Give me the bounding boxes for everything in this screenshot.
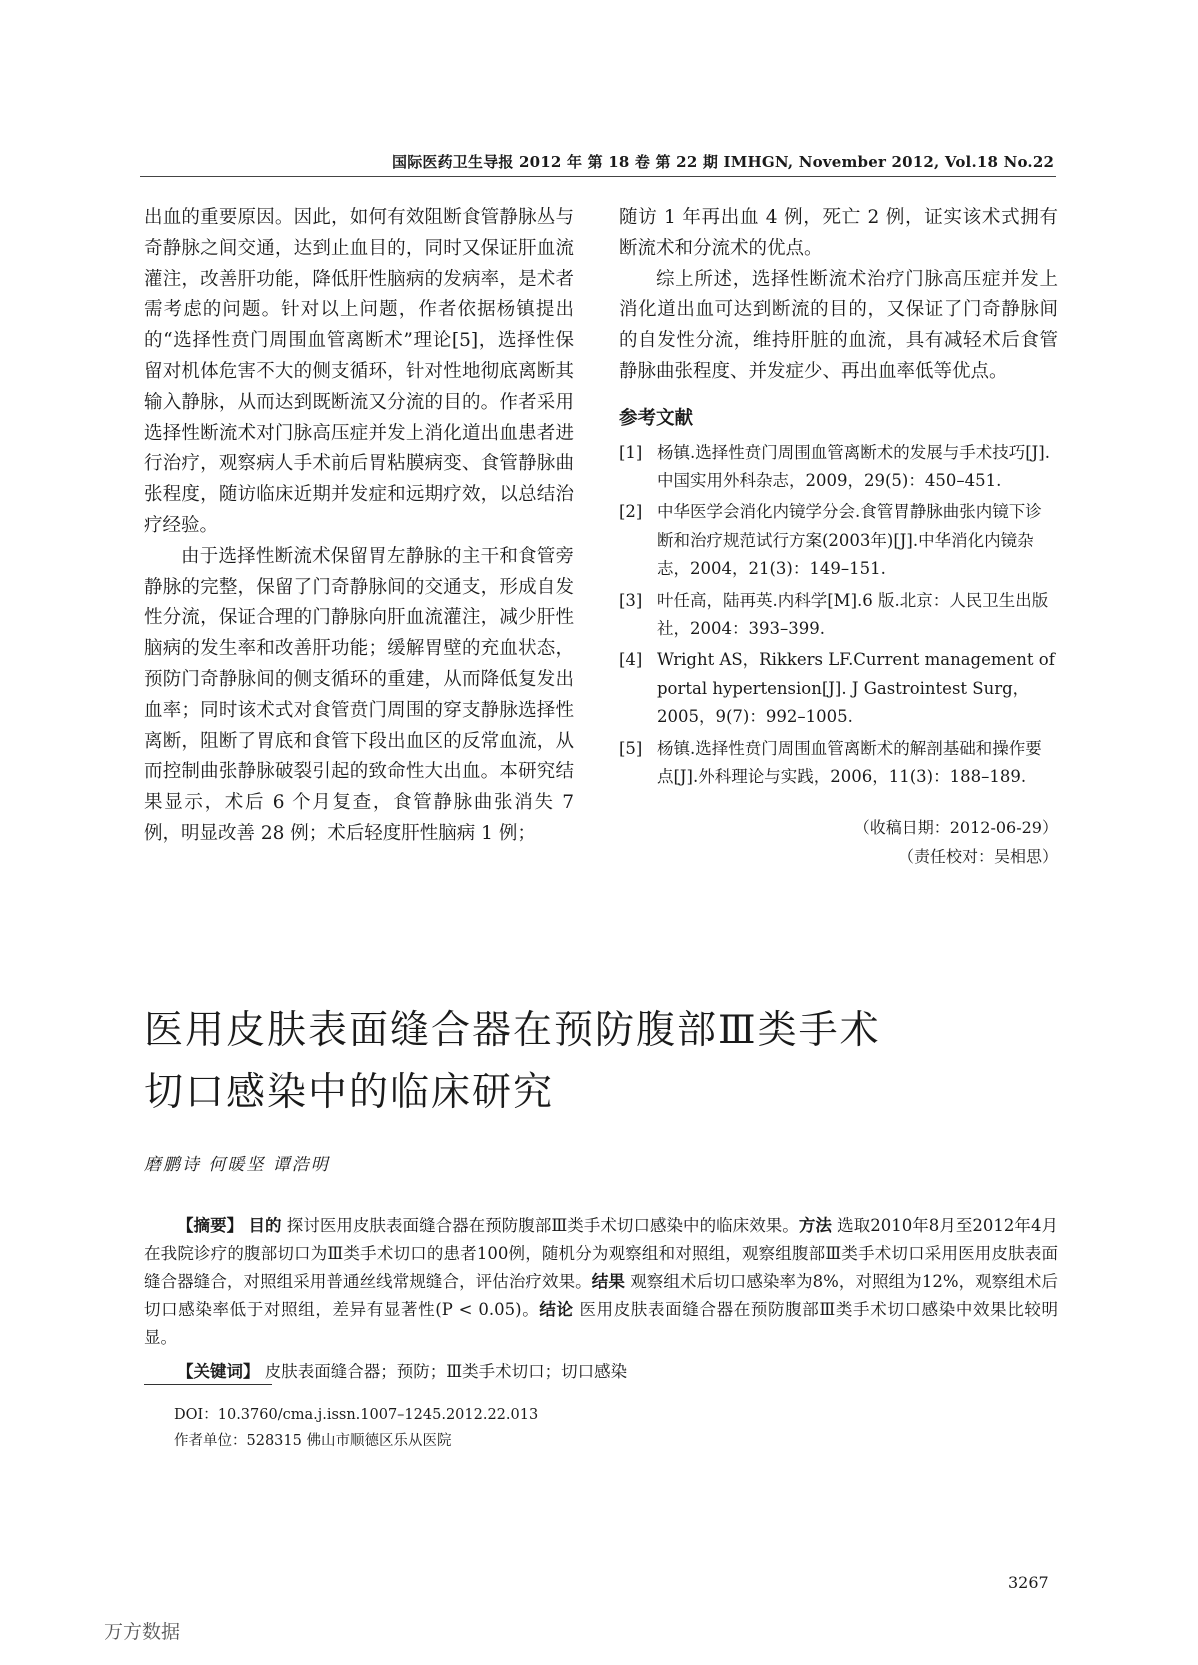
running-head: 国际医药卫生导报 2012 年 第 18 卷 第 22 期 IMHGN, November 2012, Vol.18 No.22	[392, 153, 1055, 171]
reference-text: Wright AS，Rikkers LF.Current management of portal hypertension[J]. J Gastrointest Surg，2005，9(7)：992–1005.	[657, 650, 1055, 727]
abstract-body	[144, 1212, 1058, 1352]
page-number: 3267	[1008, 1573, 1049, 1592]
reference-number: [4]	[619, 650, 643, 670]
methods-label: 方法	[798, 1216, 832, 1235]
footnote	[174, 1402, 538, 1454]
reference-item	[619, 439, 1058, 496]
reference-number: [2]	[619, 502, 643, 522]
abstract-label: 【摘要】	[177, 1216, 244, 1235]
methods-text: 选取2010年8月至2012年4月在我院诊疗的腹部切口为Ⅲ类手术切口的患者100例，随机分为观察组和对照组，观察组腹部Ⅲ类手术切口采用医用皮肤表面缝合器缝合，对照组采用普通丝线常规缝合，评估治疗效果。	[144, 1216, 1059, 1291]
doi: DOI：10.3760/cma.j.issn.1007–1245.2012.22.013	[174, 1407, 539, 1423]
abstract	[144, 1212, 1058, 1386]
reference-number: [1]	[619, 442, 643, 462]
left-column	[144, 203, 574, 850]
keywords-text: 皮肤表面缝合器；预防；Ⅲ类手术切口；切口感染	[264, 1362, 628, 1381]
title-line-1: 医用皮肤表面缝合器在预防腹部Ⅲ类手术	[144, 1008, 881, 1053]
body-paragraph: 出血的重要原因。因此，如何有效阻断食管静脉丛与奇静脉之间交通，达到止血目的，同时又保证肝血流灌注，改善肝功能，降低肝性脑病的发病率，是术者需考虑的问题。针对以上问题，作者依据杨镇提出的“选择性贲门周围血管离断术”理论[5]，选择性保留对机体危害不大的侧支循环，针对性地彻底离断其输入静脉，从而达到既断流又分流的目的。作者采用选择性断流术对门脉高压症并发上消化道出血患者进行治疗，观察病人手术前后胃粘膜病变、食管静脉曲张程度，随访临床近期并发症和远期疗效，以总结治疗经验。	[144, 207, 574, 536]
objective-text: 探讨医用皮肤表面缝合器在预防腹部Ⅲ类手术切口感染中的临床效果。	[286, 1216, 799, 1235]
body-paragraph: 随访 1 年再出血 4 例，死亡 2 例，证实该术式拥有断流术和分流术的优点。	[619, 207, 1058, 259]
affiliation: 作者单位：528315 佛山市顺德区乐从医院	[174, 1433, 452, 1449]
reference-text: 杨镇.选择性贲门周围血管离断术的解剖基础和操作要点[J].外科理论与实践，2006，11(3)：188–189.	[657, 738, 1042, 787]
reference-item	[619, 498, 1058, 583]
body-paragraph: 综上所述，选择性断流术治疗门脉高压症并发上消化道出血可达到断流的目的，又保证了门奇静脉间的自发性分流，维持肝脏的血流，具有减轻术后食管静脉曲张程度、并发症少、再出血率低等优点。	[619, 268, 1058, 382]
reference-text: 中华医学会消化内镜学分会.食管胃静脉曲张内镜下诊断和治疗规范试行方案(2003年)[J].中华消化内镜杂志，2004，21(3)：149–151.	[657, 502, 1042, 579]
footnote-rule	[144, 1384, 272, 1385]
right-column	[619, 203, 1058, 871]
reference-text: 杨镇.选择性贲门周围血管离断术的发展与手术技巧[J].中国实用外科杂志，2009，29(5)：450–451.	[657, 442, 1050, 490]
keywords	[144, 1358, 1058, 1386]
objective-label: 目的	[248, 1216, 282, 1235]
proofreader-text: （责任校对：吴相思）	[897, 847, 1058, 867]
reference-item	[619, 735, 1058, 792]
reference-number: [3]	[619, 590, 643, 610]
results-text: 观察组术后切口感染率为8%，对照组为12%，观察组术后切口感染率低于对照组，差异有显著性(P < 0.05)。	[144, 1272, 1059, 1319]
received-date	[619, 813, 1058, 871]
author-list: 磨鹏诗 何暖坚 谭浩明	[144, 1155, 330, 1175]
reference-list	[619, 439, 1058, 792]
body-paragraph: 由于选择性断流术保留胃左静脉的主干和食管旁静脉的完整，保留了门奇静脉间的交通支，形成自发性分流，保证合理的门静脉向肝血流灌注，减少肝性脑病的发生率和改善肝功能；缓解胃壁的充血状态，预防门奇静脉间的侧支循环的重建，从而降低复发出血率；同时该术式对食管贲门周围的穿支静脉选择性离断，阻断了胃底和食管下段出血区的反常血流，从而控制曲张静脉破裂引起的致命性大出血。本研究结果显示，术后 6 个月复查，食管静脉曲张消失 7 例，明显改善 28 例；术后轻度肝性脑病 1 例；	[144, 545, 574, 844]
article-title	[144, 1000, 1024, 1124]
conclusion-label: 结论	[539, 1300, 574, 1319]
results-label: 结果	[591, 1272, 625, 1291]
received-date-text: （收稿日期：2012-06-29）	[853, 818, 1058, 838]
reference-text: 叶任高，陆再英.内科学[M].6 版.北京：人民卫生出版社，2004：393–399.	[657, 590, 1049, 639]
reference-item	[619, 587, 1058, 644]
title-line-2: 切口感染中的临床研究	[144, 1070, 555, 1115]
reference-number: [5]	[619, 738, 643, 758]
conclusion-text: 医用皮肤表面缝合器在预防腹部Ⅲ类手术切口感染中效果比较明显。	[144, 1300, 1059, 1347]
reference-item	[619, 646, 1058, 731]
watermark: 万方数据	[104, 1621, 181, 1643]
keywords-label: 【关键词】	[177, 1362, 260, 1381]
header-rule	[140, 176, 1056, 177]
references-heading: 参考文献	[619, 407, 694, 429]
